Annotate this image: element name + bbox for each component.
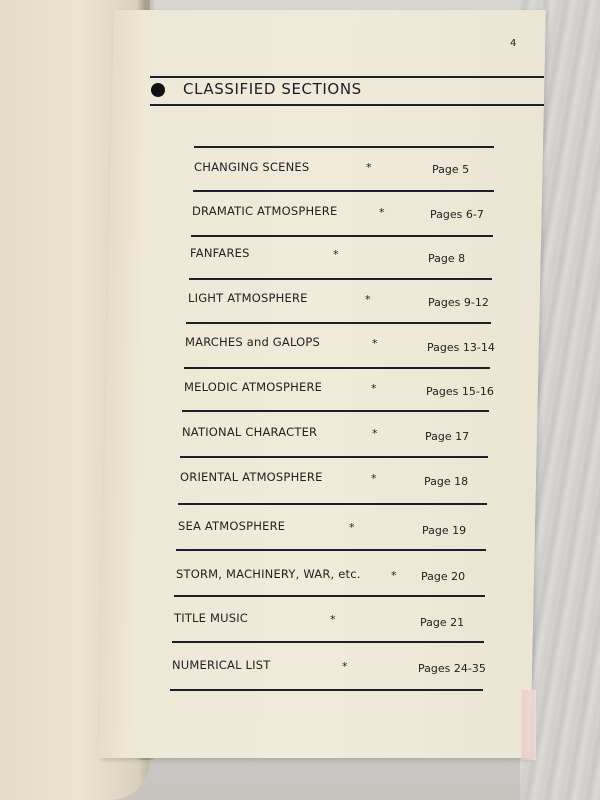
entry-label: LIGHT ATMOSPHERE xyxy=(188,291,308,305)
entry-marker: * xyxy=(366,161,372,174)
entry-rule xyxy=(186,322,491,324)
entry-page: Page 17 xyxy=(425,430,470,443)
entry-page: Page 18 xyxy=(424,475,469,488)
bullet-icon xyxy=(151,83,165,97)
entry-label: NATIONAL CHARACTER xyxy=(182,425,318,439)
entry-marker: * xyxy=(391,569,397,582)
entry-label: MARCHES and GALOPS xyxy=(185,335,321,349)
entry-marker: * xyxy=(333,248,339,261)
entry-rule xyxy=(170,689,483,691)
entry-page: Page 21 xyxy=(420,616,465,629)
entry-page: Page 20 xyxy=(421,570,466,583)
page-number: 4 xyxy=(510,38,517,49)
entry-marker: * xyxy=(371,382,377,395)
entry-label: NUMERICAL LIST xyxy=(172,658,271,672)
entry-marker: * xyxy=(342,660,348,673)
entry-marker: * xyxy=(372,337,378,350)
entry-label: DRAMATIC ATMOSPHERE xyxy=(192,204,338,218)
entry-rule xyxy=(189,278,492,280)
entry-rule xyxy=(184,367,490,369)
entry-page: Page 5 xyxy=(432,163,470,176)
entry-label: CHANGING SCENES xyxy=(194,160,310,174)
entry-page: Pages 24-35 xyxy=(418,662,486,675)
entry-page: Pages 13-14 xyxy=(427,341,495,354)
section-title: CLASSIFIED SECTIONS xyxy=(183,80,362,98)
entry-label: SEA ATMOSPHERE xyxy=(178,519,286,533)
entry-marker: * xyxy=(372,427,378,440)
entry-rule xyxy=(174,595,485,597)
entry-label: TITLE MUSIC xyxy=(174,611,249,625)
entry-marker: * xyxy=(379,206,385,219)
entry-rule xyxy=(176,549,486,551)
entry-rule xyxy=(180,456,488,458)
entry-page: Pages 6-7 xyxy=(430,208,484,221)
entry-label: ORIENTAL ATMOSPHERE xyxy=(180,470,323,484)
entry-page: Pages 9-12 xyxy=(428,296,489,309)
table-rule-top xyxy=(194,146,494,148)
entry-marker: * xyxy=(330,613,336,626)
header-rule-top xyxy=(150,76,544,78)
entry-page: Pages 15-16 xyxy=(426,385,494,398)
entry-marker: * xyxy=(349,521,355,534)
entry-label: FANFARES xyxy=(190,246,250,260)
entry-rule xyxy=(191,235,493,237)
entry-page: Page 19 xyxy=(422,524,467,537)
entry-page: Page 8 xyxy=(428,252,466,265)
entry-marker: * xyxy=(365,293,371,306)
entry-rule xyxy=(172,641,484,643)
entry-rule xyxy=(193,190,494,192)
entry-label: MELODIC ATMOSPHERE xyxy=(184,380,323,394)
entry-marker: * xyxy=(371,472,377,485)
page-edge-stain xyxy=(522,690,536,760)
entry-rule xyxy=(182,410,489,412)
entry-label: STORM, MACHINERY, WAR, etc. xyxy=(176,567,361,581)
entry-rule xyxy=(178,503,487,505)
header-rule-bottom xyxy=(150,104,544,106)
